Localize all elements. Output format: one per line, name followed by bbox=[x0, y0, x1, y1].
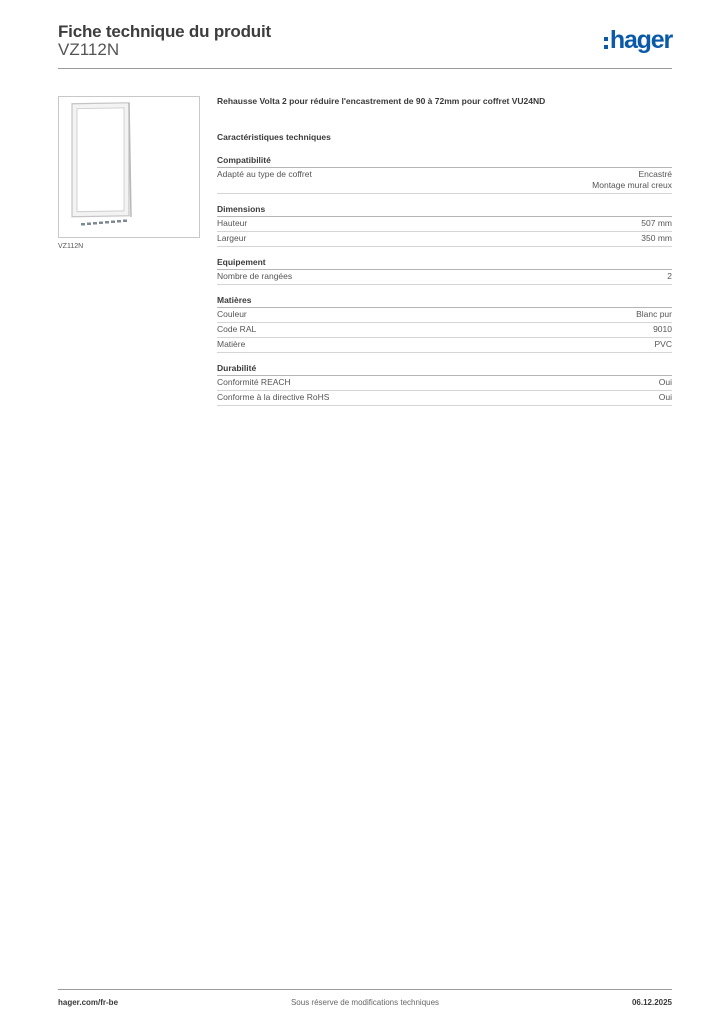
logo-mark-icon bbox=[604, 37, 608, 49]
footer-website-link[interactable]: hager.com/fr-be bbox=[58, 998, 119, 1007]
spec-label: Code RAL bbox=[217, 324, 257, 334]
page-footer bbox=[58, 989, 672, 1010]
product-reference: VZ112N bbox=[58, 40, 120, 59]
spec-value: 2 bbox=[667, 271, 672, 281]
spec-label: Nombre de rangées bbox=[217, 271, 293, 281]
spec-row bbox=[217, 391, 672, 406]
spec-row bbox=[217, 217, 672, 232]
footer-date: 06.12.2025 bbox=[631, 998, 672, 1007]
spec-row bbox=[217, 338, 672, 353]
specs-section-title: Caractéristiques techniques bbox=[217, 132, 331, 142]
spec-label: Adapté au type de coffret bbox=[217, 169, 312, 179]
frame-product-icon bbox=[59, 97, 199, 237]
logo-text: hager bbox=[609, 26, 672, 54]
product-description: Rehausse Volta 2 pour réduire l'encastrement de 90 à 72mm pour coffret VU24ND bbox=[217, 96, 546, 106]
spec-group-title: Matières bbox=[217, 295, 672, 308]
spec-group-title: Durabilité bbox=[217, 363, 672, 376]
spec-group-materials bbox=[217, 295, 672, 353]
spec-value: Oui bbox=[658, 392, 672, 402]
spec-label: Hauteur bbox=[217, 218, 248, 228]
page-header bbox=[58, 20, 672, 69]
product-content bbox=[217, 96, 672, 416]
spec-row bbox=[217, 308, 672, 323]
spec-label: Largeur bbox=[217, 233, 247, 243]
spec-value: 350 mm bbox=[641, 233, 672, 243]
spec-row bbox=[217, 168, 672, 194]
spec-row bbox=[217, 376, 672, 391]
spec-value: Montage mural creux bbox=[592, 180, 672, 190]
spec-group-title: Equipement bbox=[217, 257, 672, 270]
product-image bbox=[58, 96, 200, 238]
spec-value: Oui bbox=[658, 377, 672, 387]
spec-label: Couleur bbox=[217, 309, 247, 319]
hager-logo bbox=[604, 28, 672, 53]
spec-row bbox=[217, 323, 672, 338]
spec-row bbox=[217, 270, 672, 285]
spec-value: 9010 bbox=[653, 324, 672, 334]
image-caption: VZ112N bbox=[58, 243, 84, 250]
spec-label: Conforme à la directive RoHS bbox=[217, 392, 330, 402]
spec-group-dimensions bbox=[217, 204, 672, 247]
spec-group-durability bbox=[217, 363, 672, 406]
spec-value: Blanc pur bbox=[636, 309, 672, 319]
spec-group-title: Compatibilité bbox=[217, 155, 672, 168]
spec-label: Conformité REACH bbox=[217, 377, 291, 387]
spec-group-equipment bbox=[217, 257, 672, 285]
footer-notice: Sous réserve de modifications techniques bbox=[290, 998, 440, 1007]
spec-row bbox=[217, 232, 672, 247]
spec-value: PVC bbox=[654, 339, 672, 349]
spec-label: Matière bbox=[217, 339, 246, 349]
spec-value: Encastré bbox=[638, 169, 672, 179]
spec-group-title: Dimensions bbox=[217, 204, 672, 217]
page-title: Fiche technique du produit bbox=[58, 22, 271, 41]
spec-group-compatibility bbox=[217, 155, 672, 194]
spec-value: 507 mm bbox=[641, 218, 672, 228]
